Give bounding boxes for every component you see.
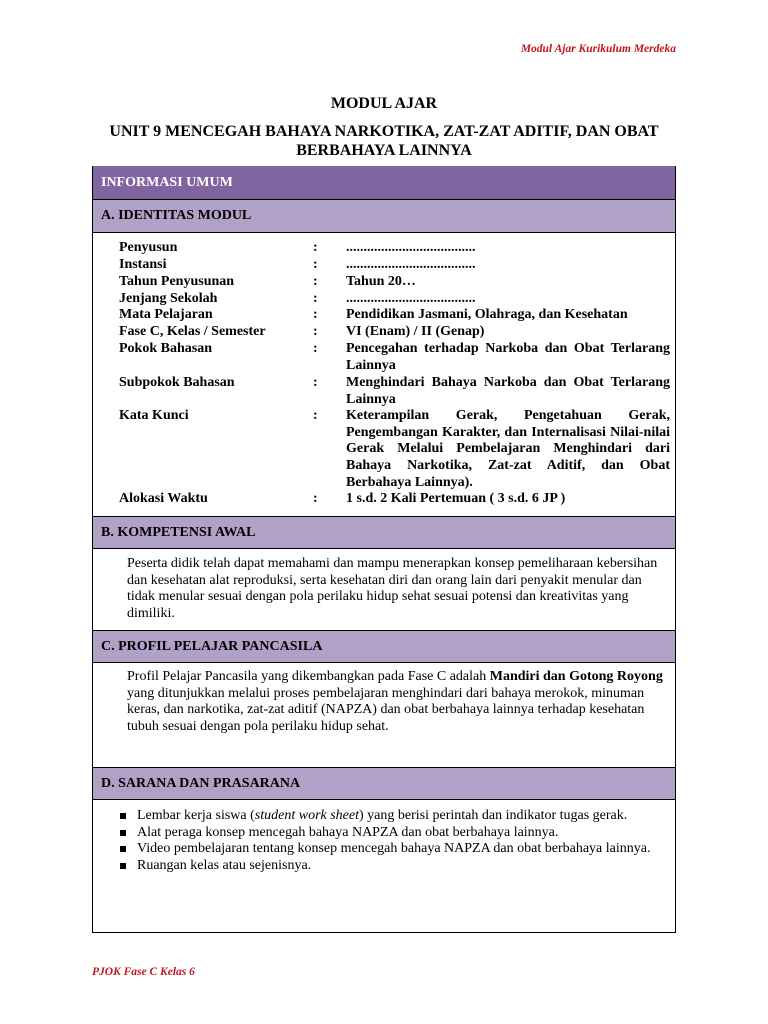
value-instansi: ..................................... xyxy=(346,257,476,272)
value-alokasi: 1 s.d. 2 Kali Pertemuan ( 3 s.d. 6 JP ) xyxy=(346,491,566,506)
bullet-icon xyxy=(120,863,126,869)
colon: : xyxy=(313,240,318,255)
label-pokok: Pokok Bahasan xyxy=(119,341,212,356)
profil-text-end: yang ditunjukkan melalui proses pembelajaran menghindari dari bahaya merokok, minuman keras, dan narkotika, zat-zat aditif (NAPZA) dan obat berbahaya lainnya terhadap kesehatan tubuh sesuai dengan pola perilaku hidup sehat. xyxy=(127,685,645,735)
label-fase: Fase C, Kelas / Semester xyxy=(119,324,266,339)
list-item xyxy=(113,858,668,875)
label-subpokok: Subpokok Bahasan xyxy=(119,375,235,390)
list-item-text: Alat peraga konsep mencegah bahaya NAPZA dan obat berbahaya lainnya. xyxy=(137,824,559,840)
section-kompetensi-body xyxy=(93,548,675,631)
section-kompetensi-header xyxy=(93,516,675,548)
colon: : xyxy=(313,307,318,322)
document-title: MODUL AJAR xyxy=(330,95,438,112)
list-item-italic: student work sheet xyxy=(254,808,360,823)
document-subtitle: UNIT 9 MENCEGAH BAHAYA NARKOTIKA, ZAT-ZAT ADITIF, DAN OBAT BERBAHAYA LAINNYA xyxy=(109,123,659,159)
profil-text-start: Profil Pelajar Pancasila yang dikembangkan pada Fase C adalah xyxy=(127,669,490,684)
running-header: Modul Ajar Kurikulum Merdeka xyxy=(520,43,676,55)
sarana-list xyxy=(113,808,668,875)
colon: : xyxy=(313,341,318,356)
colon: : xyxy=(313,274,318,289)
label-tahun: Tahun Penyusunan xyxy=(119,274,235,289)
colon: : xyxy=(313,291,318,306)
colon: : xyxy=(313,375,318,390)
colon: : xyxy=(313,491,318,506)
running-footer: PJOK Fase C Kelas 6 xyxy=(92,966,195,978)
profil-text-bold: Mandiri dan Gotong Royong xyxy=(489,669,663,684)
section-identitas-label: A. IDENTITAS MODUL xyxy=(101,208,252,223)
list-item-text: Lembar kerja siswa ( xyxy=(137,808,255,823)
value-tahun: Tahun 20… xyxy=(346,274,416,289)
value-kata-kunci: Keterampilan Gerak, Pengetahuan Gerak, Pengembangan Karakter, dan Internalisasi Nilai-nilai Gerak Melalui Pembelajaran Menghindari dari Bahaya Narkotika, Zat-zat Aditif, dan Obat Berbahaya Lainnya). xyxy=(346,408,670,490)
section-kompetensi-label: B. KOMPETENSI AWAL xyxy=(101,524,256,540)
section-profil-header xyxy=(93,630,675,662)
section-profil-body xyxy=(93,662,675,768)
list-item xyxy=(113,808,668,825)
section-informasi-umum xyxy=(93,166,675,199)
value-pokok: Pencegahan terhadap Narkoba dan Obat Terlarang Lainnya xyxy=(346,341,670,373)
colon: : xyxy=(313,324,318,339)
list-item xyxy=(113,825,668,842)
value-fase: VI (Enam) / II (Genap) xyxy=(346,324,485,339)
bullet-icon xyxy=(120,830,126,836)
value-jenjang: ..................................... xyxy=(346,291,476,306)
value-mapel: Pendidikan Jasmani, Olahraga, dan Kesehatan xyxy=(346,307,628,322)
label-instansi: Instansi xyxy=(119,257,167,272)
module-info-table xyxy=(92,166,676,933)
bullet-icon xyxy=(120,846,126,852)
label-penyusun: Penyusun xyxy=(119,240,178,255)
value-penyusun: ..................................... xyxy=(346,240,476,255)
kompetensi-text: Peserta didik telah dapat memahami dan mampu menerapkan konsep pemeliharaan kebersihan dan kesehatan alat reproduksi, serta kesehatan diri dan orang lain dari penyakit menular dan tidak menular sesuai dengan pola perilaku hidup sehat sesuai potensi dan kreativitas yang dimiliki. xyxy=(127,556,658,622)
section-identitas-body xyxy=(93,232,675,517)
section-profil-label: C. PROFIL PELAJAR PANCASILA xyxy=(101,638,323,654)
label-kata-kunci: Kata Kunci xyxy=(119,408,189,423)
list-item xyxy=(113,841,668,858)
bullet-icon xyxy=(120,813,126,819)
section-identitas-header xyxy=(93,199,675,232)
section-sarana-header xyxy=(93,767,675,799)
list-item-text: Video pembelajaran tentang konsep mencegah bahaya NAPZA dan obat berbahaya lainnya. xyxy=(137,841,651,857)
label-alokasi: Alokasi Waktu xyxy=(119,491,208,506)
section-sarana-body xyxy=(93,799,675,932)
label-jenjang: Jenjang Sekolah xyxy=(119,291,218,306)
label-mapel: Mata Pelajaran xyxy=(119,307,213,322)
section-informasi-umum-label: INFORMASI UMUM xyxy=(101,174,233,190)
colon: : xyxy=(313,408,318,423)
section-sarana-label: D. SARANA DAN PRASARANA xyxy=(101,775,301,791)
value-subpokok: Menghindari Bahaya Narkoba dan Obat Terlarang Lainnya xyxy=(346,375,670,407)
list-item-text: ) yang berisi perintah dan indikator tugas gerak. xyxy=(359,808,628,823)
colon: : xyxy=(313,257,318,272)
list-item-text: Ruangan kelas atau sejenisnya. xyxy=(137,858,312,874)
profil-text xyxy=(127,669,667,736)
